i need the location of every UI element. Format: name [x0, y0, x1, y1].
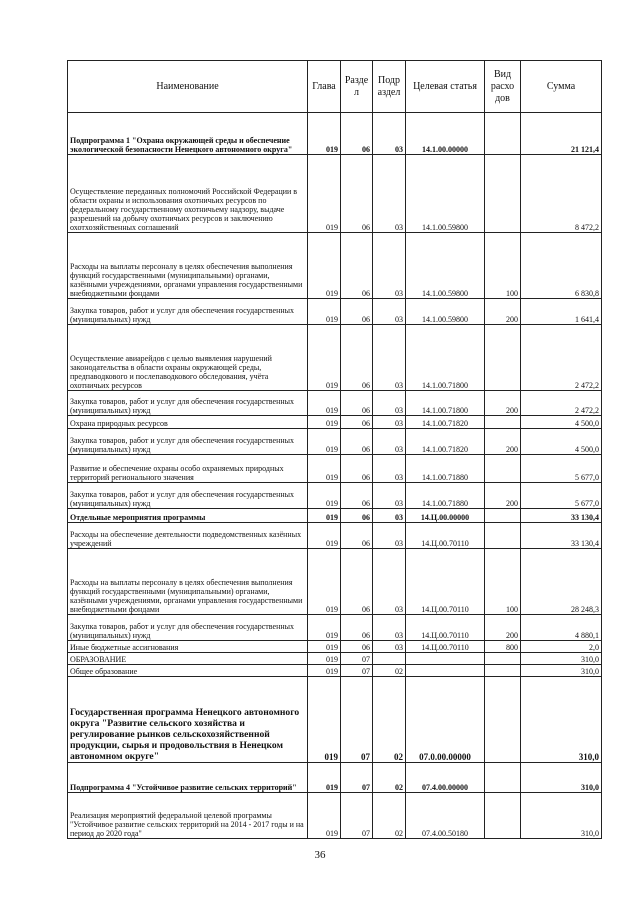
- table-row: [68, 549, 602, 615]
- row-target-article: 14.1.00.71800: [406, 391, 485, 416]
- row-expense-type: 200: [485, 299, 521, 325]
- row-sum: 1 641,4: [521, 299, 602, 325]
- row-razdel: 06: [341, 155, 373, 233]
- row-glava: 019: [308, 549, 341, 615]
- row-target-article: 14.Ц.00.70110: [406, 523, 485, 549]
- row-glava: 019: [308, 113, 341, 155]
- row-sum: 5 677,0: [521, 455, 602, 483]
- table-row: [68, 155, 602, 233]
- row-razdel: 06: [341, 233, 373, 299]
- row-expense-type: [485, 763, 521, 793]
- budget-table: [67, 60, 602, 839]
- row-sum: 33 130,4: [521, 523, 602, 549]
- row-razdel: 06: [341, 483, 373, 509]
- row-target-article: 14.1.00.71880: [406, 483, 485, 509]
- row-sum: 6 830,8: [521, 233, 602, 299]
- header-glava: Глава: [308, 61, 341, 113]
- table-row: [68, 677, 602, 763]
- row-target-article: 14.1.00.71800: [406, 325, 485, 391]
- row-podrazdel: [373, 653, 406, 665]
- table-row: [68, 653, 602, 665]
- row-expense-type: 200: [485, 391, 521, 416]
- row-target-article: 14.Ц.00.70110: [406, 615, 485, 641]
- row-razdel: 06: [341, 615, 373, 641]
- row-podrazdel: 03: [373, 429, 406, 455]
- row-name: Расходы на выплаты персоналу в целях обеспечения выполнения функций государственными (муниципальными) органами, казёнными учреждениями, органами управления государственными внебюджетными фондами: [68, 233, 308, 299]
- row-sum: 2 472,2: [521, 325, 602, 391]
- row-target-article: 07.4.00.00000: [406, 763, 485, 793]
- row-target-article: 07.4.00.50180: [406, 793, 485, 839]
- row-name: Подпрограмма 4 "Устойчивое развитие сельских территорий": [68, 763, 308, 793]
- row-name: Подпрограмма 1 "Охрана окружающей среды и обеспечение экологической безопасности Ненецкого автономного округа": [68, 113, 308, 155]
- row-name: Осуществление авиарейдов с целью выявления нарушений законодательства в области охраны окружающей среды, предпаводкового и послепаводкового обследования, учёта охотничьих ресурсов: [68, 325, 308, 391]
- row-sum: 4 880,1: [521, 615, 602, 641]
- row-razdel: 06: [341, 523, 373, 549]
- row-glava: 019: [308, 653, 341, 665]
- row-target-article: 14.1.00.71820: [406, 416, 485, 429]
- row-razdel: 07: [341, 653, 373, 665]
- row-glava: 019: [308, 299, 341, 325]
- header-name: Наименование: [68, 61, 308, 113]
- row-target-article: 14.1.00.71880: [406, 455, 485, 483]
- row-razdel: 06: [341, 455, 373, 483]
- row-name: Отдельные мероприятия программы: [68, 509, 308, 523]
- table-row: [68, 455, 602, 483]
- table-row: [68, 665, 602, 677]
- row-podrazdel: 02: [373, 665, 406, 677]
- row-glava: 019: [308, 391, 341, 416]
- row-sum: 310,0: [521, 763, 602, 793]
- row-razdel: 07: [341, 763, 373, 793]
- row-name: Реализация мероприятий федеральной целевой программы "Устойчивое развитие сельских территорий на 2014 - 2017 годы и на период до 2020 года": [68, 793, 308, 839]
- header-sum: Сумма: [521, 61, 602, 113]
- row-target-article: [406, 665, 485, 677]
- row-target-article: 14.Ц.00.70110: [406, 549, 485, 615]
- row-glava: 019: [308, 641, 341, 653]
- row-sum: 310,0: [521, 665, 602, 677]
- row-expense-type: 100: [485, 549, 521, 615]
- row-podrazdel: 03: [373, 523, 406, 549]
- row-name: Закупка товаров, работ и услуг для обеспечения государственных (муниципальных) нужд: [68, 429, 308, 455]
- row-sum: 310,0: [521, 677, 602, 763]
- row-sum: 5 677,0: [521, 483, 602, 509]
- row-razdel: 06: [341, 641, 373, 653]
- row-target-article: 14.1.00.59800: [406, 233, 485, 299]
- table-row: [68, 299, 602, 325]
- row-razdel: 06: [341, 509, 373, 523]
- table-row: [68, 509, 602, 523]
- table-row: [68, 429, 602, 455]
- row-expense-type: [485, 793, 521, 839]
- row-podrazdel: 03: [373, 509, 406, 523]
- row-glava: 019: [308, 416, 341, 429]
- table-row: [68, 325, 602, 391]
- row-podrazdel: 02: [373, 793, 406, 839]
- row-expense-type: 200: [485, 615, 521, 641]
- row-sum: 2 472,2: [521, 391, 602, 416]
- row-sum: 4 500,0: [521, 416, 602, 429]
- row-glava: 019: [308, 793, 341, 839]
- table-row: [68, 391, 602, 416]
- row-glava: 019: [308, 233, 341, 299]
- row-name: Закупка товаров, работ и услуг для обеспечения государственных (муниципальных) нужд: [68, 391, 308, 416]
- row-expense-type: [485, 653, 521, 665]
- row-target-article: [406, 653, 485, 665]
- table-row: [68, 641, 602, 653]
- row-glava: 019: [308, 615, 341, 641]
- row-name: Осуществление переданных полномочий Российской Федерации в области охраны и использования охотничьих ресурсов по федеральному государственному охотничьему надзору, выдаче разрешений на добычу охотничьих ресурсов и заключению охотхозяйственных соглашений: [68, 155, 308, 233]
- row-name: Закупка товаров, работ и услуг для обеспечения государственных (муниципальных) нужд: [68, 615, 308, 641]
- row-podrazdel: 03: [373, 641, 406, 653]
- header-row: [68, 61, 602, 113]
- row-expense-type: 800: [485, 641, 521, 653]
- row-name: Закупка товаров, работ и услуг для обеспечения государственных (муниципальных) нужд: [68, 299, 308, 325]
- row-podrazdel: 03: [373, 455, 406, 483]
- row-expense-type: [485, 155, 521, 233]
- header-expense-type: Вид расхо дов: [485, 61, 521, 113]
- row-podrazdel: 02: [373, 677, 406, 763]
- row-name: Развитие и обеспечение охраны особо охраняемых природных территорий регионального значения: [68, 455, 308, 483]
- row-target-article: 14.1.00.59800: [406, 299, 485, 325]
- row-glava: 019: [308, 155, 341, 233]
- row-expense-type: 200: [485, 429, 521, 455]
- header-target-article: Целевая статья: [406, 61, 485, 113]
- row-sum: 33 130,4: [521, 509, 602, 523]
- row-expense-type: [485, 325, 521, 391]
- row-target-article: 14.1.00.00000: [406, 113, 485, 155]
- row-podrazdel: 03: [373, 113, 406, 155]
- row-name: Иные бюджетные ассигнования: [68, 641, 308, 653]
- row-expense-type: [485, 113, 521, 155]
- row-expense-type: 100: [485, 233, 521, 299]
- row-name: Общее образование: [68, 665, 308, 677]
- row-glava: 019: [308, 523, 341, 549]
- header-razdel: Разде л: [341, 61, 373, 113]
- row-expense-type: 200: [485, 483, 521, 509]
- row-razdel: 06: [341, 299, 373, 325]
- table-row: [68, 113, 602, 155]
- row-razdel: 06: [341, 113, 373, 155]
- table-row: [68, 416, 602, 429]
- row-razdel: 06: [341, 325, 373, 391]
- row-podrazdel: 03: [373, 615, 406, 641]
- row-razdel: 06: [341, 549, 373, 615]
- table-row: [68, 233, 602, 299]
- row-glava: 019: [308, 455, 341, 483]
- row-glava: 019: [308, 509, 341, 523]
- row-podrazdel: 03: [373, 549, 406, 615]
- row-podrazdel: 03: [373, 325, 406, 391]
- row-sum: 310,0: [521, 653, 602, 665]
- row-expense-type: [485, 509, 521, 523]
- row-podrazdel: 03: [373, 483, 406, 509]
- row-sum: 28 248,3: [521, 549, 602, 615]
- row-podrazdel: 02: [373, 763, 406, 793]
- row-glava: 019: [308, 483, 341, 509]
- row-name: Закупка товаров, работ и услуг для обеспечения государственных (муниципальных) нужд: [68, 483, 308, 509]
- table-row: [68, 793, 602, 839]
- row-expense-type: [485, 416, 521, 429]
- row-glava: 019: [308, 429, 341, 455]
- row-razdel: 06: [341, 391, 373, 416]
- row-name: Государственная программа Ненецкого автономного округа "Развитие сельского хозяйства и регулирование рынков сельскохозяйственной продукции, сырья и продовольствия в Ненецком автономном округе": [68, 677, 308, 763]
- row-target-article: 14.1.00.59800: [406, 155, 485, 233]
- row-razdel: 07: [341, 677, 373, 763]
- row-sum: 4 500,0: [521, 429, 602, 455]
- row-podrazdel: 03: [373, 155, 406, 233]
- table-row: [68, 763, 602, 793]
- row-podrazdel: 03: [373, 416, 406, 429]
- row-razdel: 06: [341, 429, 373, 455]
- row-target-article: 14.Ц.00.00000: [406, 509, 485, 523]
- row-name: Расходы на обеспечение деятельности подведомственных казённых учреждений: [68, 523, 308, 549]
- row-podrazdel: 03: [373, 299, 406, 325]
- table-row: [68, 523, 602, 549]
- row-sum: 21 121,4: [521, 113, 602, 155]
- row-target-article: 14.1.00.71820: [406, 429, 485, 455]
- row-name: ОБРАЗОВАНИЕ: [68, 653, 308, 665]
- row-expense-type: [485, 677, 521, 763]
- row-sum: 2,0: [521, 641, 602, 653]
- table-row: [68, 615, 602, 641]
- row-razdel: 07: [341, 665, 373, 677]
- row-name: Охрана природных ресурсов: [68, 416, 308, 429]
- row-glava: 019: [308, 763, 341, 793]
- row-expense-type: [485, 523, 521, 549]
- row-sum: 310,0: [521, 793, 602, 839]
- row-name: Расходы на выплаты персоналу в целях обеспечения выполнения функций государственными (муниципальными) органами, казёнными учреждениями, органами управления государственными внебюджетными фондами: [68, 549, 308, 615]
- row-podrazdel: 03: [373, 391, 406, 416]
- row-podrazdel: 03: [373, 233, 406, 299]
- row-glava: 019: [308, 677, 341, 763]
- row-glava: 019: [308, 665, 341, 677]
- row-target-article: 07.0.00.00000: [406, 677, 485, 763]
- row-expense-type: [485, 665, 521, 677]
- page-number: 36: [314, 849, 326, 861]
- row-target-article: 14.Ц.00.70110: [406, 641, 485, 653]
- row-glava: 019: [308, 325, 341, 391]
- table-row: [68, 483, 602, 509]
- row-sum: 8 472,2: [521, 155, 602, 233]
- row-razdel: 06: [341, 416, 373, 429]
- header-podrazdel: Подр аздел: [373, 61, 406, 113]
- row-razdel: 07: [341, 793, 373, 839]
- row-expense-type: [485, 455, 521, 483]
